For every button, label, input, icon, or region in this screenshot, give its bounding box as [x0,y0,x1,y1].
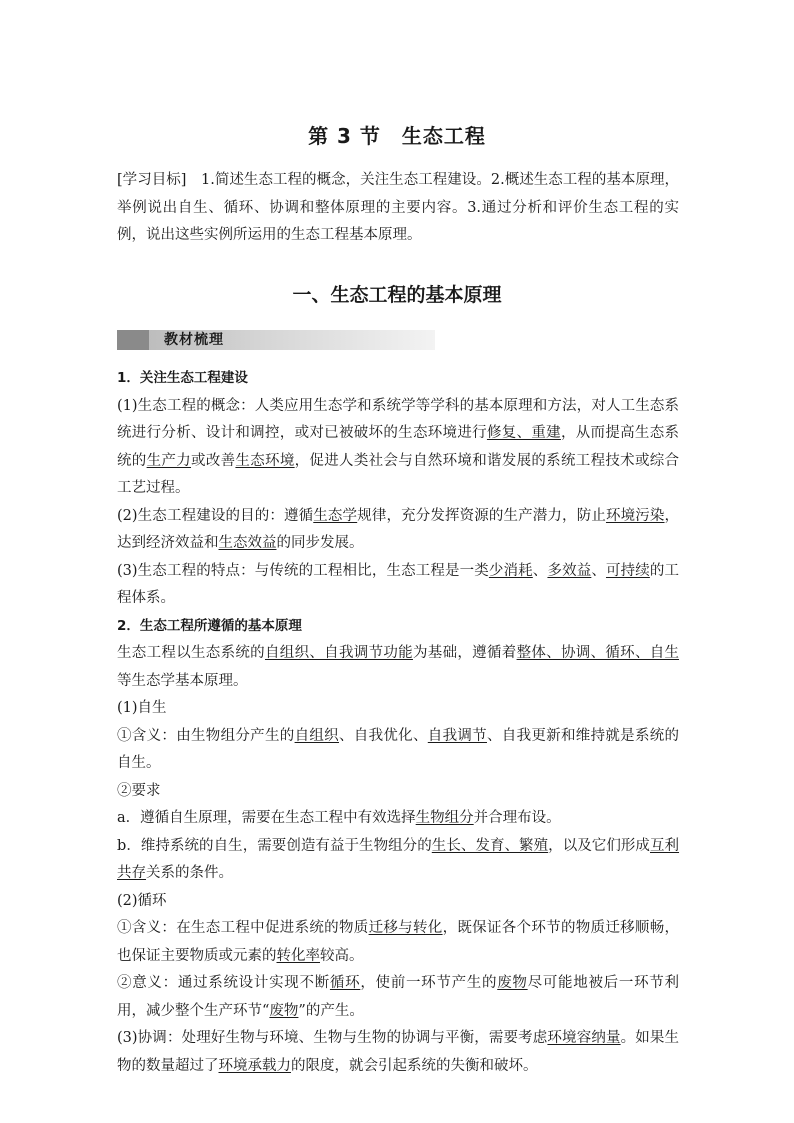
underlined-term: 生物组分 [415,810,474,826]
underlined-term: 废物 [497,975,528,991]
subheading-2: 2．生态工程所遵循的基本原理 [117,617,302,634]
paragraph-requirement-b: b．维持系统的自生，需要创造有益于生物组分的生长、发育、繁殖，以及它们形成互利共存关系的条件。 [117,837,680,881]
underlined-term: 生态环境 [235,452,295,469]
subheading-1: 1．关注生态工程建设 [117,370,248,386]
underlined-term: 整体、协调、循环、自生 [516,645,680,661]
paragraph-cycle-significance: ②意义：通过系统设计实现不断循环，使前一环节产生的废物尽可能地被后一环节利用，减少整个生产环节“废物”的产生。 [117,975,680,1019]
paragraph-cycle: (2)循环 [117,892,167,909]
paragraph-requirement-a: a．遵循自生原理，需要在生态工程中有效选择生物组分并合理布设。 [117,810,561,826]
underlined-term: 废物 [269,1002,299,1019]
underlined-term: 环境污染 [605,507,665,524]
underlined-term: 自组织、自我调节功能 [264,645,413,661]
paragraph-principles: 生态工程以生态系统的自组织、自我调节功能为基础，遵循着整体、协调、循环、自生等生态学基本原理。 [117,645,680,689]
paragraph-self-generation-meaning: ①含义：由生物组分产生的自组织、自我优化、自我调节、自我更新和维持就是系统的自生。 [117,727,680,771]
objectives-label: [学习目标] [117,172,187,188]
underlined-term: 少消耗 [488,562,533,579]
paragraph-requirements: ②要求 [117,782,161,799]
underlined-term: 修复、重建 [486,425,561,441]
underlined-term: 转化率 [276,947,320,964]
underlined-term: 环境容纳量 [547,1030,621,1046]
underlined-term: 可持续 [605,562,650,579]
paragraph-purpose: (2)生态工程建设的目的：遵循生态学规律，充分发挥资源的生产潜力，防止环境污染，达到经济效益和生态效益的同步发展。 [117,507,680,551]
paragraph-coordination: (3)协调：处理好生物与环境、生物与生物的协调与平衡，需要考虑环境容纳量。如果生物的数量超过了环境承载力的限度，就会引起系统的失衡和破坏。 [117,1030,679,1074]
textbook-review-banner [117,330,435,350]
section-heading: 一、生态工程的基本原理 [292,284,502,306]
underlined-term: 生产力 [146,452,192,469]
paragraph-cycle-meaning: ①含义：在生态工程中促进系统的物质迁移与转化，既保证各个环节的物质迁移顺畅，也保证主要物质或元素的转化率较高。 [117,920,680,964]
content-body [117,365,679,1080]
learning-objectives [117,167,679,250]
banner-label: 教材梳理 [164,332,224,348]
underlined-term: 互利共存 [117,837,680,881]
underlined-term: 环境承载力 [218,1057,291,1074]
underlined-term: 循环 [329,975,361,991]
paragraph-self-generation: (1)自生 [117,700,167,716]
paragraph-concept: (1)生态工程的概念：人类应用生态学和系统学等学科的基本原理和方法，对人工生态系统进行分析、设计和调控，或对已被破坏的生态环境进行修复、重建，从而提高生态系统的生产力或改善生态环境，促进人类社会与自然环境和谐发展的系统工程技术或综合工艺过程。 [117,397,680,496]
underlined-term: 生态学 [313,507,358,524]
paragraph-features: (3)生态工程的特点：与传统的工程相比，生态工程是一类少消耗、多效益、可持续的工程体系。 [117,562,680,606]
underlined-term: 迁移与转化 [368,920,443,936]
objectives-text: 1.简述生态工程的概念，关注生态工程建设。2.概述生态工程的基本原理，举例说出自生、循环、协调和整体原理的主要内容。3.通过分析和评价生态工程的实例，说出这些实例所运用的生态工程基本原理。 [117,172,680,243]
underlined-term: 生长、发育、繁殖 [431,837,549,854]
underlined-term: 生态效益 [218,535,277,551]
underlined-term: 自组织 [294,727,339,744]
page-title: 第 3 节 生态工程 [308,124,486,148]
underlined-term: 自我调节 [427,727,487,744]
underlined-term: 多效益 [547,562,592,579]
